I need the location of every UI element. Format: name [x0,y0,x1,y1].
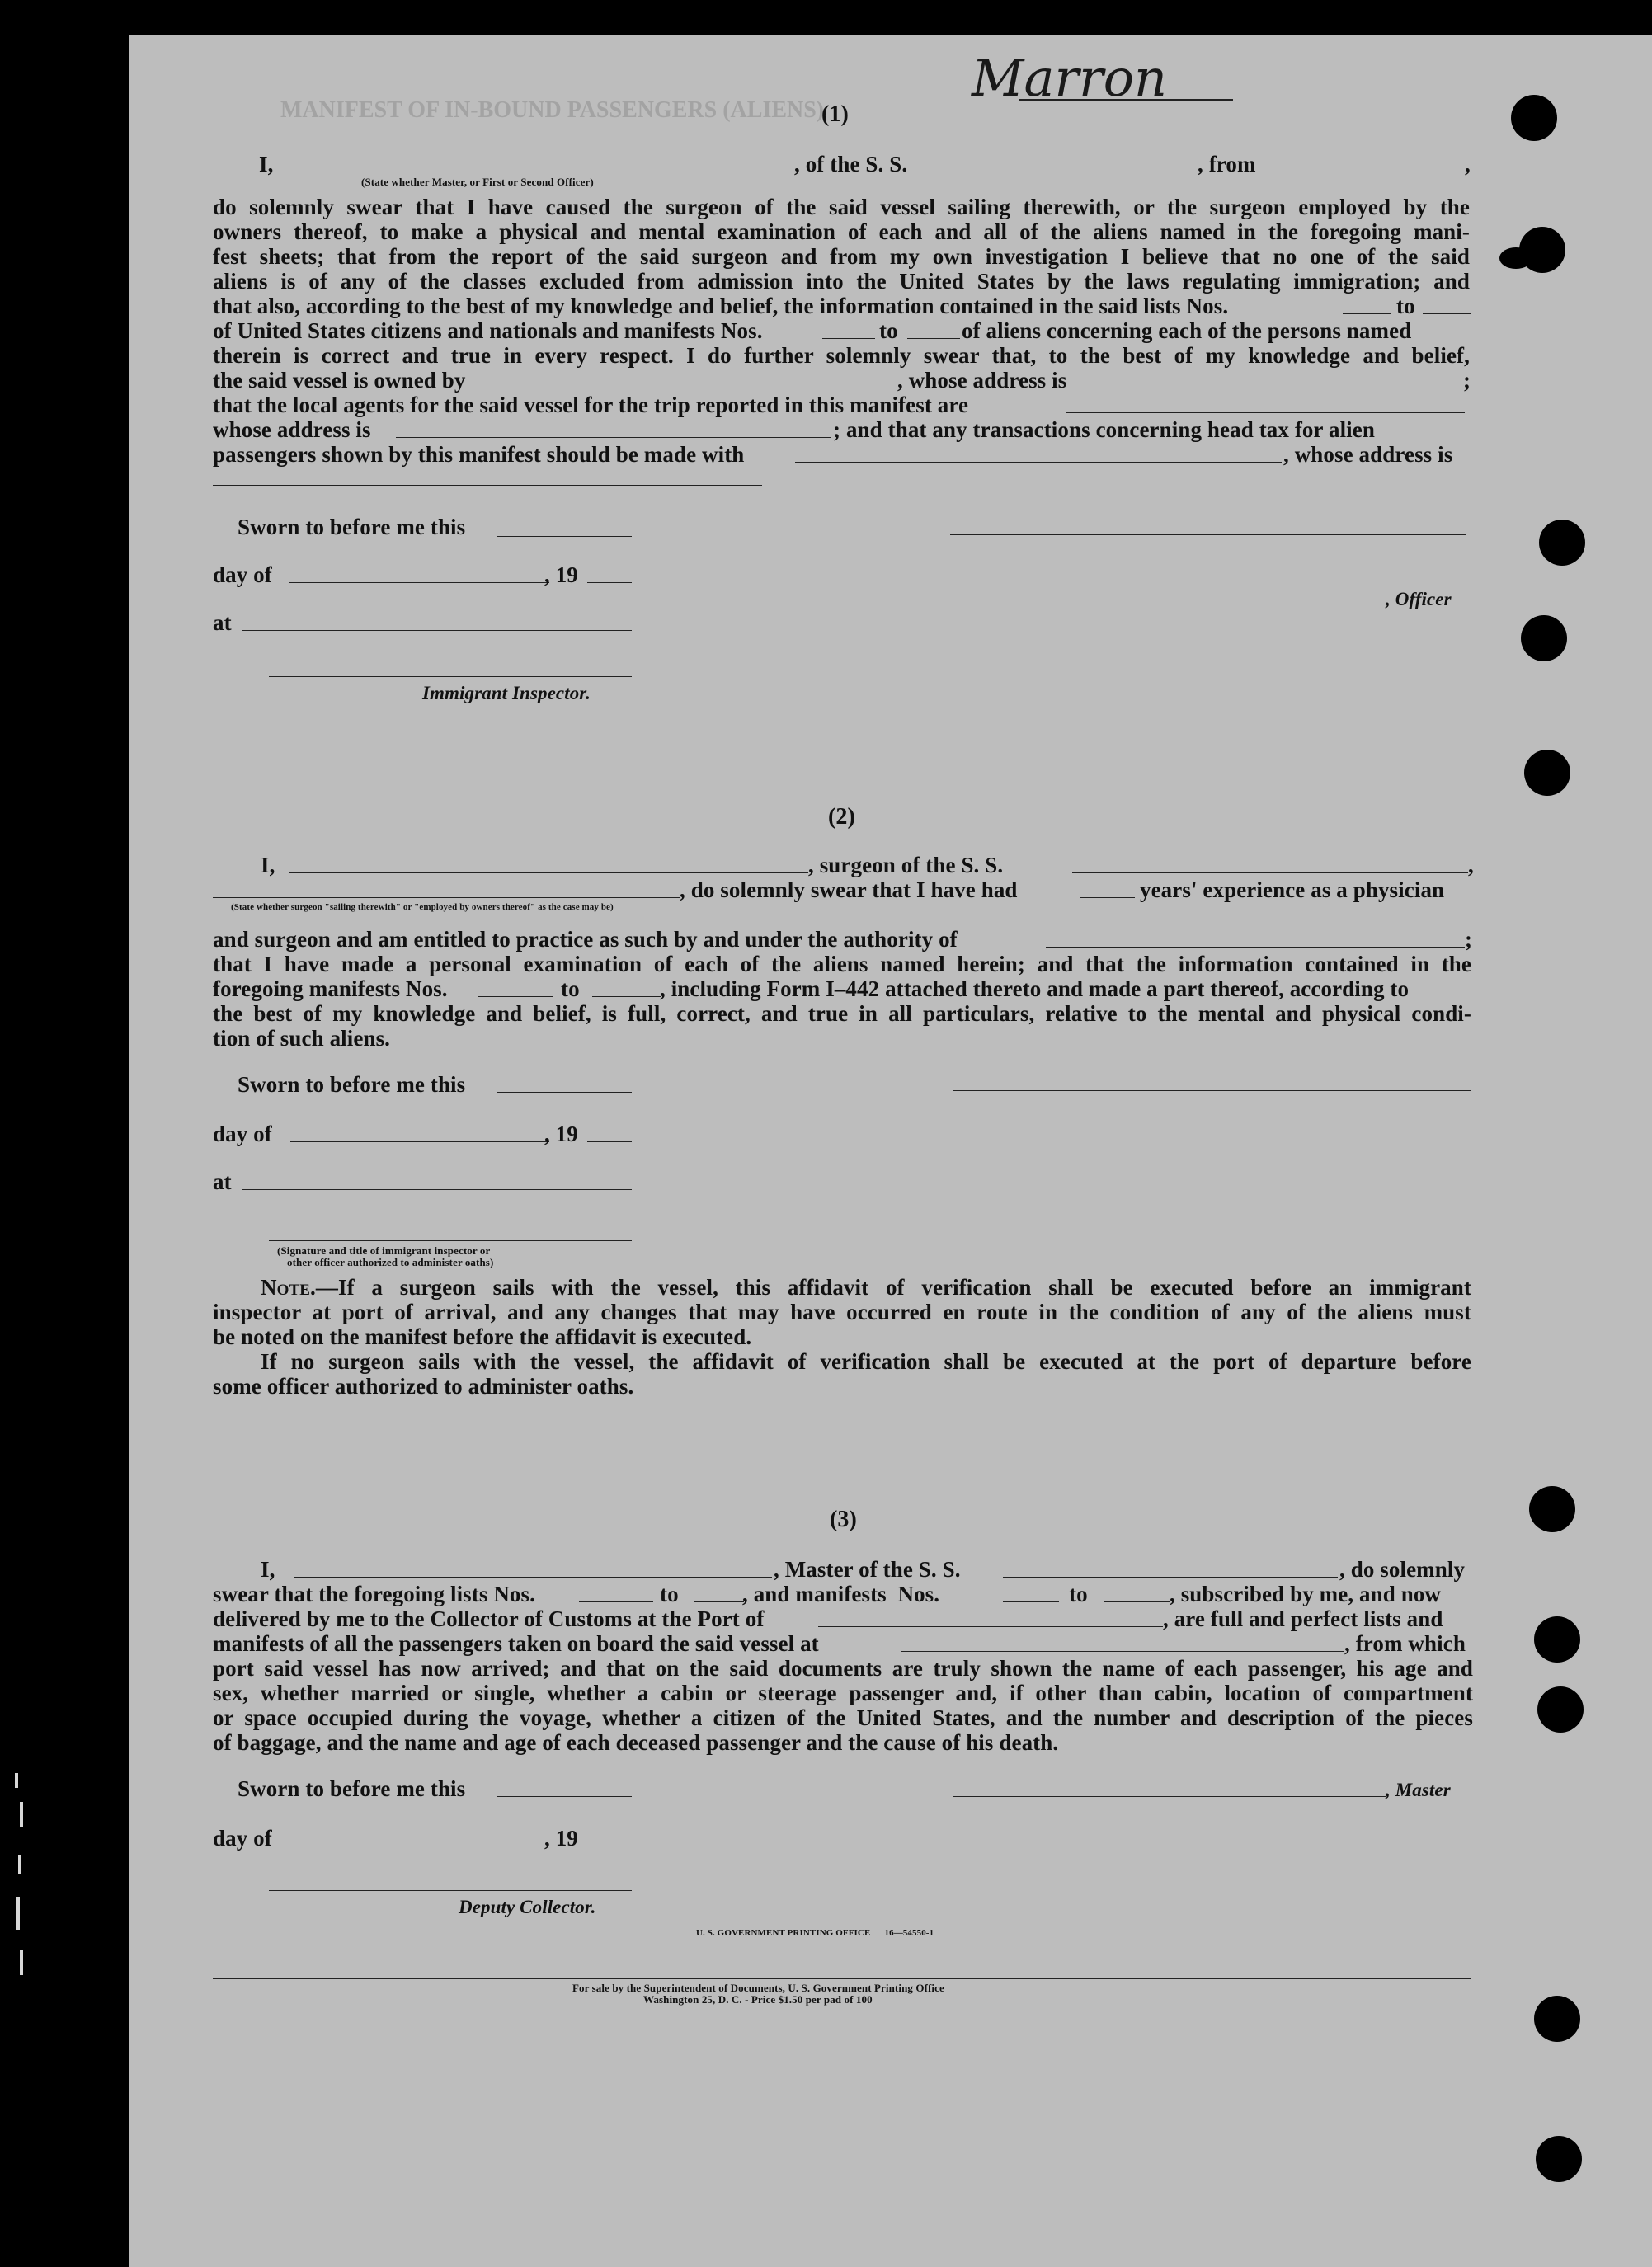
s3-line7: or space occupied during the voyage, whether a citizen of the United States, and the number and description of the pieces [213,1705,1473,1730]
scan-edge-mark [20,1802,23,1827]
scan-edge-mark [15,1773,18,1788]
s2-line7: tion of such aliens. [213,1026,391,1051]
s3-line4b: , from which [1344,1631,1466,1656]
punch-hole [1534,1616,1580,1663]
s1-line8b: , whose address is [897,368,1067,393]
punch-hole [1539,520,1585,566]
s1-line1-of-ss: , of the S. S. [794,152,908,176]
s1-inspector-signature-line [269,676,632,677]
punch-hole [1499,247,1532,269]
s1-at-label: at [213,610,232,635]
sale-notice-line-2: Washington 25, D. C. - Price $1.50 per pad of 100 [643,1993,873,2006]
s1-body-line-2: owners thereof, to make a physical and mental examination of each and all of the aliens named in the foregoing mani- [213,219,1470,244]
s2-line1a: I, [261,853,275,877]
s3-line1c: , do solemnly [1339,1557,1466,1582]
s1-line1-i: I, [259,152,274,176]
surgeon-name-field [289,872,808,873]
s2-line6: the best of my knowledge and belief, is full, correct, and true in all particulars, relative to the mental and physical condi- [213,1001,1471,1026]
s1-line1-end: , [1465,152,1471,176]
authority-field [1046,947,1465,948]
scan-edge-mark [16,1897,20,1930]
s2-day-of-label: day of [213,1122,272,1146]
s1-line11a: passengers shown by this manifest should be made with [213,442,745,467]
s2-manifests-no-from-field [478,996,553,997]
handwritten-annotation: Marron [972,48,1167,108]
s3-master-name-field [294,1577,772,1578]
punch-hole [1511,95,1557,141]
s2-sworn-date-field [497,1092,632,1093]
manifests-no-to-field [907,338,960,339]
s2-line5b: to [561,976,580,1001]
s3-line2a: swear that the foregoing lists Nos. [213,1582,535,1606]
s2-line3a: and surgeon and am entitled to practice as such by and under the authority of [213,927,958,952]
local-agents-field [1066,412,1465,413]
s3-sworn-date-field [497,1796,632,1797]
s2-inspector-signature-line [269,1240,632,1241]
s2-vessel-name-field [1072,872,1468,873]
s1-line5b: to [1396,294,1415,318]
s2-line5c: , including Form I–442 attached thereto and made a part thereof, according to [660,976,1410,1001]
punch-hole [1536,2136,1582,2182]
s3-collector-caption: Deputy Collector. [459,1897,596,1917]
s3-manifests-no-to-field [1104,1601,1170,1602]
punch-hole [1529,1486,1575,1532]
note-line-4: If no surgeon sails with the vessel, the affidavit of verification shall be executed at the port of departure before [261,1349,1471,1374]
surgeon-status-field [213,897,680,898]
section-2-number: (2) [828,804,855,830]
note-line-5: some officer authorized to administer oaths. [213,1374,634,1399]
s3-manifests-no-from-field [1003,1601,1059,1602]
s2-line1b: , surgeon of the S. S. [808,853,1004,877]
s3-line1a: I, [261,1557,275,1582]
s3-line4a: manifests of all the passengers taken on board the said vessel at [213,1631,819,1656]
agents-address-field [396,437,831,438]
s1-sworn-date-field [497,536,632,537]
scan-edge-mark [20,1950,23,1975]
punch-hole [1537,1686,1584,1733]
s3-line2c: , and manifests Nos. [742,1582,940,1606]
lists-no-from-field [1343,313,1391,314]
section-1-number: (1) [821,101,849,127]
s3-port-of-arrival-field [818,1626,1163,1627]
surgeon-status-caption: (State whether surgeon "sailing therewith" or "employed by owners thereof" as the case may be) [231,902,614,912]
s3-line3a: delivered by me to the Collector of Customs at the Port of [213,1606,765,1631]
s1-body-line-1: do solemnly swear that I have caused the surgeon of the said vessel sailing therewith, or the surgeon employed by the [213,195,1470,219]
s3-line1b: , Master of the S. S. [774,1557,961,1582]
note-line-2: inspector at port of arrival, and any changes that may have occurred en route in the condition of any of the aliens must [213,1300,1471,1324]
s1-line7: therein is correct and true in every respect. I do further solemnly swear that, to the best of my knowledge and belief, [213,343,1470,368]
s1-line6a: of United States citizens and nationals and manifests Nos. [213,318,763,343]
s3-line3b: , are full and perfect lists and [1163,1606,1443,1631]
s1-at-field [242,630,632,631]
rank-caption: (State whether Master, or First or Second Officer) [361,176,594,188]
gpo-imprint: U. S. GOVERNMENT PRINTING OFFICE 16—54550-1 [696,1928,934,1938]
lists-no-to-field [1423,313,1471,314]
head-tax-contact-field [795,462,1282,463]
s2-at-label: at [213,1169,232,1194]
s1-day-of-label: day of [213,562,272,587]
s3-port-of-departure-field [901,1651,1344,1652]
s3-line5: port said vessel has now arrived; and that on the said documents are truly shown the name of each passenger, his age and [213,1656,1473,1681]
s3-line6: sex, whether married or single, whether a cabin or steerage passenger and, if other than cabin, location of compartment [213,1681,1473,1705]
note-line-1 [261,1275,1471,1300]
s1-line9: that the local agents for the said vessel for the trip reported in this manifest are [213,393,969,417]
s3-sworn-label: Sworn to before me this [238,1776,466,1801]
punch-hole [1524,750,1570,796]
s2-manifests-no-to-field [592,996,661,997]
s2-line2a: , do solemnly swear that I have had [680,877,1018,902]
s1-line8c: ; [1463,368,1471,393]
note-label: Note. [261,1275,316,1300]
s1-day-of-field [289,582,549,583]
s3-vessel-name-field [1003,1577,1338,1578]
s2-sig-caption-1: (Signature and title of immigrant inspector or [277,1244,491,1257]
s2-sworn-label: Sworn to before me this [238,1072,466,1097]
years-experience-field [1080,897,1135,898]
s3-day-of-label: day of [213,1826,272,1851]
s1-officer-signature-line-1 [950,534,1466,535]
s1-line5a: that also, according to the best of my knowledge and belief, the information contained in the said lists Nos. [213,294,1229,318]
s3-lists-no-to-field [694,1601,744,1602]
s2-line5a: foregoing manifests Nos. [213,976,448,1001]
s3-year-label: , 19 [544,1826,578,1851]
s1-line6c: of aliens concerning each of the persons named [962,318,1412,343]
sale-notice-line-1: For sale by the Superintendent of Documents, U. S. Government Printing Office [572,1982,944,1994]
s3-line2b: to [660,1582,679,1606]
s1-inspector-caption: Immigrant Inspector. [422,683,591,703]
s1-year-label: , 19 [544,562,578,587]
scan-edge-mark [18,1855,21,1874]
handwriting-underline [1019,99,1233,101]
s2-sig-caption-2: other officer authorized to administer oaths) [287,1256,494,1268]
s2-year-field [587,1141,632,1142]
s2-at-field [242,1189,632,1190]
s3-master-signature-line [953,1796,1386,1797]
s3-line2d: to [1069,1582,1088,1606]
s1-body-line-3: fest sheets; that from the report of the said surgeon and from my own investigation I believe that no one of the said [213,244,1470,269]
faint-header: MANIFEST OF IN-BOUND PASSENGERS (ALIENS) [280,97,825,123]
s2-line4: that I have made a personal examination of each of the aliens named herein; and that the information contained in the [213,952,1471,976]
s2-line2b: years' experience as a physician [1140,877,1445,902]
s1-line10b: ; and that any transactions concerning head tax for alien [833,417,1375,442]
s2-year-label: , 19 [544,1122,578,1146]
section-3-number: (3) [830,1507,857,1532]
s1-line11b: , whose address is [1283,442,1453,467]
s1-officer-caption: , Officer [1386,589,1452,609]
s3-lists-no-from-field [579,1601,653,1602]
manifests-no-from-field [822,338,875,339]
note-text-1: —If a surgeon sails with the vessel, this affidavit of verification shall be executed before an immigrant [315,1275,1471,1300]
s3-master-caption: , Master [1386,1780,1451,1800]
s1-body-line-4: aliens is of any of the classes excluded from admission into the United States by the laws regulating immigration; and [213,269,1470,294]
s1-line10a: whose address is [213,417,371,442]
s2-line1c: , [1468,853,1474,877]
s1-line8a: the said vessel is owned by [213,368,466,393]
punch-hole [1534,1996,1580,2042]
s2-day-of-field [290,1141,549,1142]
s1-year-field [587,582,632,583]
note-line-3: be noted on the manifest before the affidavit is executed. [213,1324,752,1349]
s1-sworn-label: Sworn to before me this [238,515,466,539]
punch-hole [1521,615,1567,661]
s1-line6b: to [879,318,898,343]
s2-surgeon-signature-line [953,1090,1471,1091]
s3-line2e: , subscribed by me, and now [1170,1582,1442,1606]
s3-line8: of baggage, and the name and age of each deceased passenger and the cause of his death. [213,1730,1059,1755]
head-tax-address-field [213,485,762,486]
s3-collector-signature-line [269,1890,632,1891]
s2-line3b: ; [1465,927,1473,952]
s1-line1-from: , from [1198,152,1256,176]
footer-rule [213,1978,1471,1979]
